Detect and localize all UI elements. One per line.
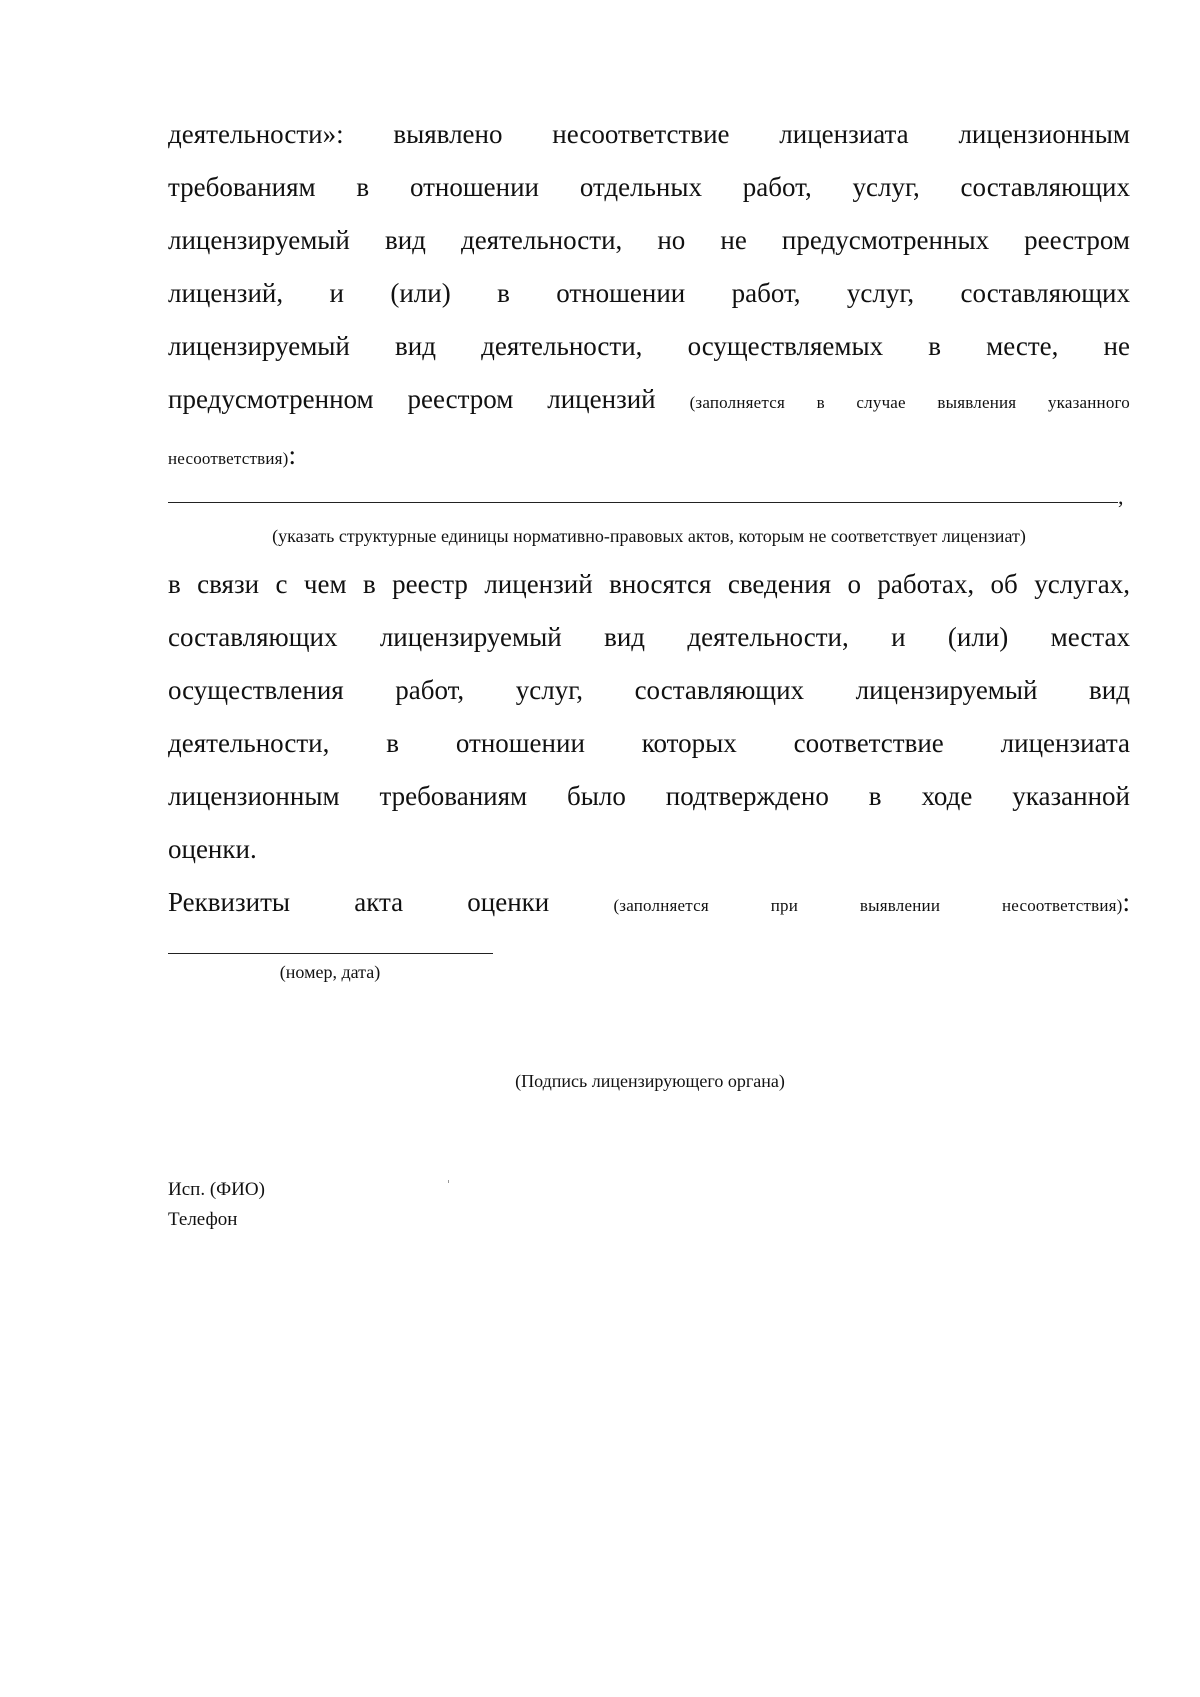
text-line-note-end (168, 429, 1130, 485)
requisites-line (168, 876, 1130, 932)
text-line: в связи с чем в реестр лицензий вносятся сведения о работах, об услугах, (168, 569, 1130, 599)
footer-phone: Телефон (168, 1209, 238, 1230)
text-line: составляющих лицензируемый вид деятельности, и (или) местах (168, 622, 1130, 652)
requisites-word: оценки (467, 887, 550, 917)
number-date-line (168, 953, 493, 954)
requisites-word: акта (354, 887, 404, 917)
blank-fill-line (168, 502, 1118, 503)
fill-note-end: несоответствия) (168, 449, 289, 468)
line-comma: , (1118, 484, 1124, 509)
paragraph-registry-info (168, 558, 1130, 932)
text-line: лицензий, и (или) в отношении работ, услуг, составляющих (168, 278, 1130, 308)
colon: : (1122, 887, 1131, 917)
text-line-last: оценки. (168, 834, 257, 864)
text-line: деятельности, в отношении которых соответствие лицензиата (168, 728, 1130, 758)
caption-number-date: (номер, дата) (279, 962, 381, 982)
requisites-word: Реквизиты (168, 887, 291, 917)
paragraph-nonconformity (168, 108, 1130, 485)
footer-executor: Исп. (ФИО) (168, 1179, 265, 1200)
caption-signature: (Подпись лицензирующего органа) (515, 1071, 785, 1091)
text-line: осуществления работ, услуг, составляющих лицензируемый вид (168, 675, 1130, 705)
caption-normative-acts: (указать структурные единицы нормативно-правовых актов, которым не соответствует лицензиат) (272, 526, 1026, 546)
requisites-note (613, 887, 1130, 917)
text-main: предусмотренном реестром лицензий (168, 384, 656, 414)
text-line: лицензионным требованиям было подтверждено в ходе указанной (168, 781, 1130, 811)
requisites-note-text: (заполняется при выявлении несоответствия) (613, 896, 1123, 915)
text-line: требованиям в отношении отдельных работ, услуг, составляющих (168, 172, 1130, 202)
fill-note: (заполняется в случае выявления указанного (689, 393, 1130, 412)
text-line: лицензируемый вид деятельности, но не предусмотренных реестром (168, 225, 1130, 255)
text-line-with-note (168, 373, 1130, 429)
text-line: лицензируемый вид деятельности, осуществляемых в месте, не (168, 331, 1130, 361)
text-line: деятельности»: выявлено несоответствие лицензиата лицензионным (168, 119, 1130, 149)
colon: : (288, 440, 297, 470)
scan-speck (448, 1180, 449, 1183)
